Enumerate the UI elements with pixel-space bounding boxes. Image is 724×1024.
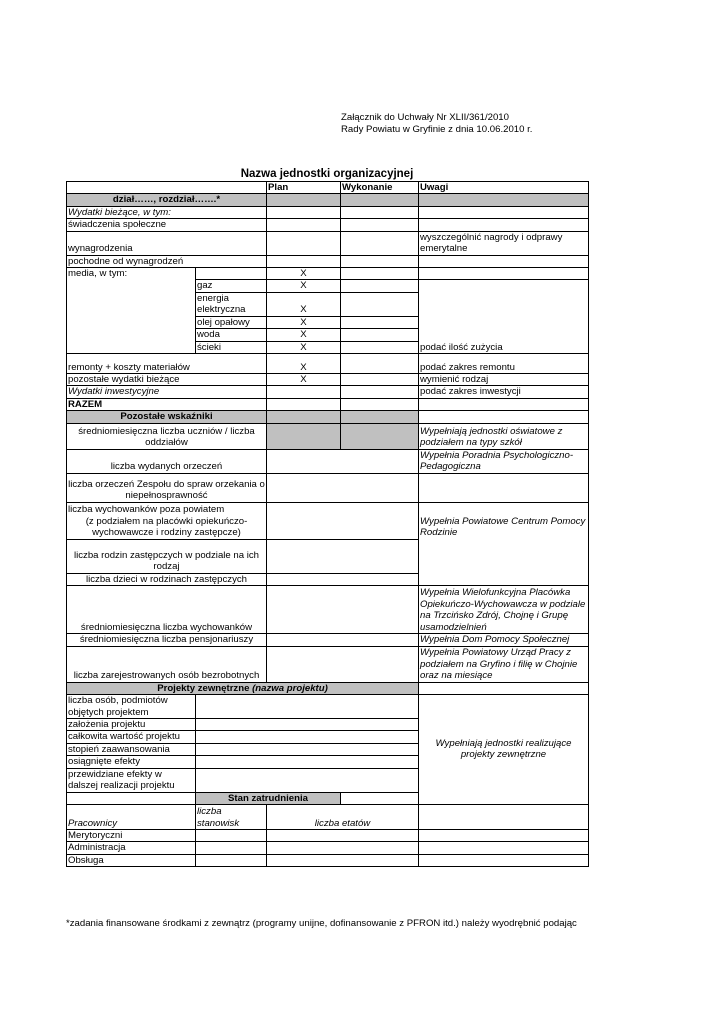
pensjonariuszy-label: średniomiesięczna liczba pensjonariuszy (67, 634, 267, 646)
woda-label: woda (196, 329, 267, 341)
cell-input[interactable] (341, 280, 419, 292)
cell-input[interactable] (419, 255, 589, 267)
cell-input[interactable] (196, 829, 267, 841)
x-mark: X (267, 280, 341, 292)
cell-input[interactable] (419, 854, 589, 866)
wartosc-label: całkowita wartość projektu (67, 731, 196, 743)
cell-input[interactable] (267, 586, 419, 634)
footnote: *zadania finansowane środkami z zewnątrz (programy unijne, dofinansowanie z PFRON itd.) należy wyodrębnić podając (66, 918, 577, 929)
wydatki-biezace-label: Wydatki bieżące, w tym: (67, 206, 267, 218)
pcpr-uwagi: Wypełnia Powiatowe Centrum Pomocy Rodzinie (419, 502, 589, 585)
wychowankow-label (67, 502, 267, 539)
blank-cell (419, 682, 589, 694)
cell-input[interactable] (267, 573, 419, 585)
x-mark: X (267, 374, 341, 386)
cell-input[interactable] (341, 386, 419, 398)
pozostale-label: pozostałe wydatki bieżące (67, 374, 267, 386)
obsluga-label: Obsługa (67, 854, 196, 866)
cell-input[interactable] (267, 829, 419, 841)
dzial-wykonanie (341, 194, 419, 206)
sr-wychowankow-label: średniomiesięczna liczba wychowanków (67, 586, 267, 634)
razem-label: RAZEM (67, 398, 267, 410)
cell-input[interactable] (419, 219, 589, 231)
inwestycyjne-label: Wydatki inwestycyjne (67, 386, 267, 398)
cell-input[interactable] (419, 206, 589, 218)
col-wykonanie: Wykonanie (341, 182, 419, 194)
cell-input[interactable] (196, 756, 419, 768)
grey-fill (267, 423, 341, 449)
cell-input[interactable] (267, 206, 341, 218)
blank-cell (419, 804, 589, 829)
cell-input[interactable] (267, 231, 341, 255)
cell-input[interactable] (196, 768, 419, 792)
grey-fill (341, 423, 419, 449)
dzial-plan (267, 194, 341, 206)
remonty-uwagi: podać zakres remontu (419, 354, 589, 374)
cell-input[interactable] (196, 842, 267, 854)
cell-input[interactable] (196, 854, 267, 866)
etatow-label: liczba etatów (267, 804, 419, 829)
cell-input[interactable] (341, 329, 419, 341)
stopien-label: stopień zaawansowania (67, 743, 196, 755)
osob-label: liczba osób, podmiotów objętych projektem (67, 694, 196, 718)
energia-label: energia elektryczna (196, 292, 267, 316)
cell-input[interactable] (267, 255, 341, 267)
cell-input[interactable] (267, 449, 419, 473)
cell-input[interactable] (341, 219, 419, 231)
x-mark: X (267, 341, 341, 353)
cell-input[interactable] (341, 206, 419, 218)
col-plan: Plan (267, 182, 341, 194)
cell-input[interactable] (267, 398, 341, 410)
cell-input[interactable] (419, 829, 589, 841)
x-mark: X (267, 329, 341, 341)
zalozenia-label: założenia projektu (67, 718, 196, 730)
x-mark: X (267, 292, 341, 316)
swiadczenia-label: świadczenia społeczne (67, 219, 267, 231)
dzieci-label: liczba dzieci w rodzinach zastępczych (67, 573, 267, 585)
scieki-uwagi: podać ilość zużycia (419, 280, 589, 354)
pozostale-uwagi: wymienić rodzaj (419, 374, 589, 386)
inwestycyjne-uwagi: podać zakres inwestycji (419, 386, 589, 398)
cell-input[interactable] (267, 502, 419, 539)
cell-input[interactable] (419, 268, 589, 280)
pensjonariuszy-uwagi: Wypełnia Dom Pomocy Społecznej (419, 634, 589, 646)
cell-input[interactable] (341, 341, 419, 353)
cell-input[interactable] (267, 219, 341, 231)
cell-input[interactable] (267, 473, 419, 502)
cell-input[interactable] (267, 634, 419, 646)
dzial-uwagi (419, 194, 589, 206)
media-sub-blank (196, 268, 267, 280)
administracja-label: Administracja (67, 842, 196, 854)
stanowisk-label: liczba stanowisk (196, 804, 267, 829)
cell-input[interactable] (419, 398, 589, 410)
wskazniki-heading: Pozostałe wskaźniki (67, 411, 267, 423)
heading-blank (419, 411, 589, 423)
cell-input[interactable] (196, 731, 419, 743)
heading-fill (341, 411, 419, 423)
bezrobotnych-uwagi: Wypełnia Powiatowy Urząd Pracy z podziałem na Gryfino i filię w Chojnie oraz na miesiące (419, 646, 589, 682)
cell-input[interactable] (341, 231, 419, 255)
dzial-row-label: dział……, rozdział…….* (67, 194, 267, 206)
annex-header (341, 112, 532, 135)
projekty-uwagi: Wypełniają jednostki realizujące projekty zewnętrzne (419, 694, 589, 804)
cell-input[interactable] (267, 646, 419, 682)
cell-input[interactable] (341, 316, 419, 328)
blank-cell (341, 792, 419, 804)
olej-label: olej opałowy (196, 316, 267, 328)
cell-input[interactable] (267, 539, 419, 573)
cell-input[interactable] (267, 854, 419, 866)
annex-line-2: Rady Powiatu w Gryfinie z dnia 10.06.2010 r. (341, 123, 533, 135)
wychowankow-line-2: (z podziałem na placówki opiekuńczo-wychowawcze i rodziny zastępcze) (85, 515, 248, 539)
wynagrodzenia-uwagi: wyszczególnić nagrody i odprawy emerytalne (419, 231, 589, 255)
cell-input[interactable] (341, 255, 419, 267)
orzeczen-label: liczba wydanych orzeczeń (67, 449, 267, 473)
scieki-label: ścieki (196, 341, 267, 353)
annex-line-1: Załącznik do Uchwały Nr XLII/361/2010 (341, 112, 509, 123)
x-mark: X (267, 354, 341, 374)
wychowankow-line-1: liczba wychowanków poza powiatem (68, 504, 225, 516)
cell-input[interactable] (196, 743, 419, 755)
merytoryczni-label: Merytoryczni (67, 829, 196, 841)
efekty-label: osiągnięte efekty (67, 756, 196, 768)
zatrudnienie-heading: Stan zatrudnienia (196, 792, 341, 804)
uczniowie-uwagi: Wypełniają jednostki oświatowe z podziałem na typy szkół (419, 423, 589, 449)
cell-input[interactable] (341, 374, 419, 386)
projekty-heading-main: Projekty zewnętrzne (157, 682, 253, 694)
remonty-label: remonty + koszty materiałów (67, 354, 267, 374)
cell-input[interactable] (196, 718, 419, 730)
header-blank (67, 182, 267, 194)
gaz-label: gaz (196, 280, 267, 292)
blank-cell (419, 473, 589, 502)
pracownicy-label: Pracownicy (67, 804, 196, 829)
blank-cell (67, 792, 196, 804)
cell-input[interactable] (267, 386, 341, 398)
x-mark: X (267, 268, 341, 280)
x-mark: X (267, 316, 341, 328)
cell-input[interactable] (341, 398, 419, 410)
cell-input[interactable] (341, 292, 419, 316)
wynagrodzenia-label: wynagrodzenia (67, 231, 267, 255)
cell-input[interactable] (419, 842, 589, 854)
table-header-row (67, 182, 589, 194)
cell-input[interactable] (267, 842, 419, 854)
rodzin-label: liczba rodzin zastępczych w podziale na ich rodzaj (67, 539, 267, 573)
przewidziane-label: przewidziane efekty w dalszej realizacji projektu (67, 768, 196, 792)
heading-fill (267, 411, 341, 423)
bezrobotnych-label: liczba zarejestrowanych osób bezrobotnych (67, 646, 267, 682)
projekty-heading-italic: (nazwa projektu) (252, 682, 328, 694)
page-title: Nazwa jednostki organizacyjnej (240, 168, 414, 180)
pochodne-label: pochodne od wynagrodzeń (67, 255, 267, 267)
budget-form-table (66, 181, 589, 867)
projekty-heading (67, 682, 419, 694)
media-label: media, w tym: (67, 268, 196, 354)
orzeczen-zespol-label: liczba orzeczeń Zespołu do spraw orzekania o niepełnosprawność (67, 473, 267, 502)
col-uwagi: Uwagi (419, 182, 589, 194)
orzeczen-uwagi: Wypełnia Poradnia Psychologiczno-Pedagogiczna (419, 449, 589, 473)
cell-input[interactable] (341, 268, 419, 280)
sr-wychowankow-uwagi: Wypełnia Wielofunkcyjna Placówka Opiekuńczo-Wychowawcza w podziale na Trzcińsko Zdrój, Chojnę i Grupę usamodzielnień (419, 586, 589, 634)
uczniowie-label: średniomiesięczna liczba uczniów / liczba oddziałów (67, 423, 267, 449)
cell-input[interactable] (196, 694, 419, 718)
cell-input[interactable] (341, 354, 419, 374)
